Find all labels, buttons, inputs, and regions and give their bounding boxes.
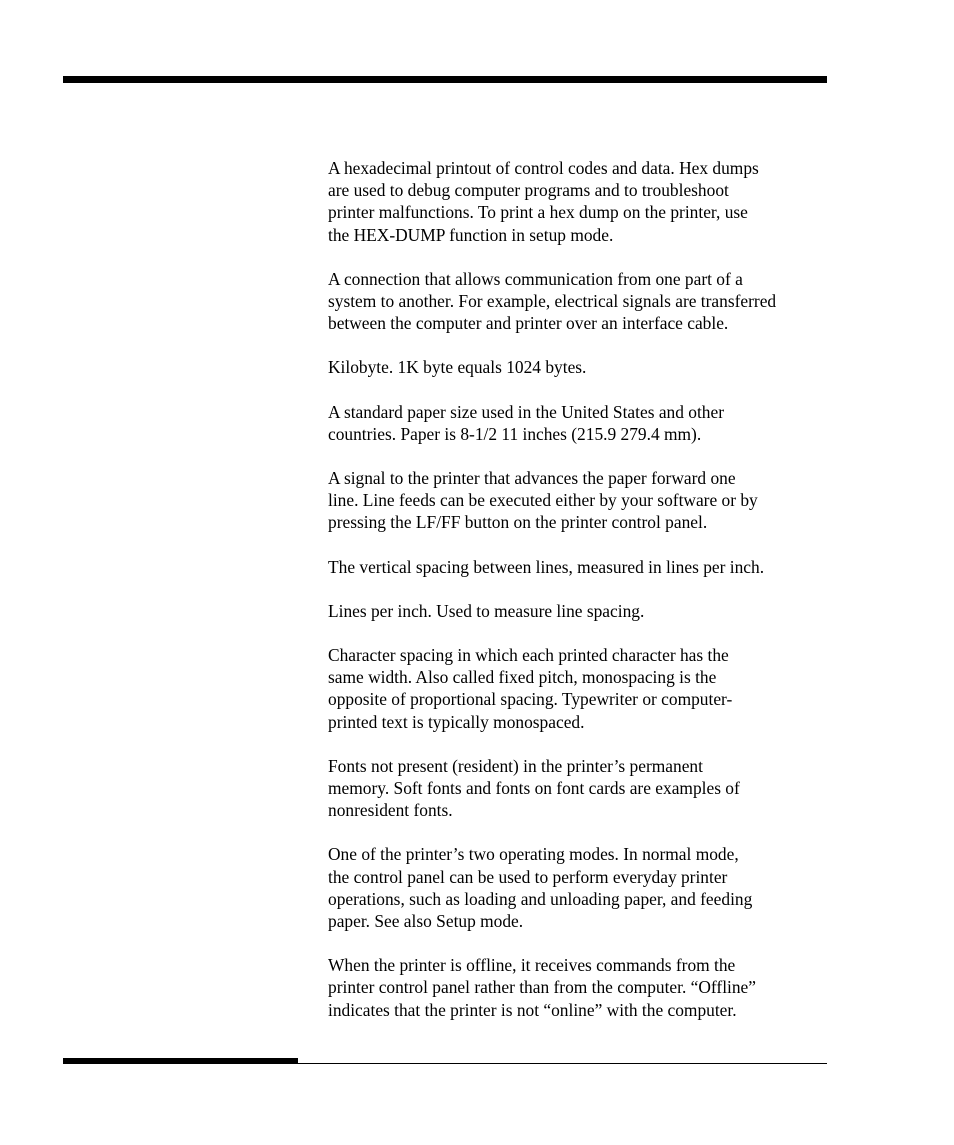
definition-interface: A connection that allows communication from one part of a system to another. For example, electrical signals are transferred between the computer and printer over an interface cable. bbox=[328, 268, 777, 334]
definition-line-spacing: The vertical spacing between lines, measured in lines per inch. bbox=[328, 556, 765, 577]
definition-normal-mode: One of the printer’s two operating modes. In normal mode, the control panel can be used to perform everyday printer operations, such as loading and unloading paper, and feeding paper. See also Setup mode. bbox=[328, 844, 753, 932]
glossary-definitions bbox=[328, 157, 833, 1043]
definition-letter-size: A standard paper size used in the United States and other countries. Paper is 8-1/2 11 inches (215.9 279.4 mm). bbox=[328, 401, 725, 444]
definition-hex-dump: A hexadecimal printout of control codes and data. Hex dumps are used to debug computer programs and to troubleshoot printer malfunctions. To print a hex dump on the printer, use the HEX-DUMP function in setup mode. bbox=[328, 158, 759, 245]
definition-nonresident-fonts: Fonts not present (resident) in the printer’s permanent memory. Soft fonts and fonts on font cards are examples of nonresident fonts. bbox=[328, 755, 740, 821]
definition-offline: When the printer is offline, it receives commands from the printer control panel rather than from the computer. “Offline” indicates that the printer is not “online” with the computer. bbox=[328, 955, 756, 1020]
definition-lpi: Lines per inch. Used to measure line spacing. bbox=[328, 600, 645, 621]
definition-monospacing: Character spacing in which each printed character has the same width. Also called fixed pitch, monospacing is the opposite of proportional spacing. Typewriter or computer- printed text is typically monospaced. bbox=[328, 645, 733, 732]
bottom-rule-thin bbox=[298, 1063, 827, 1064]
definition-line-feed: A signal to the printer that advances the paper forward one line. Line feeds can be executed either by your software or by pressing the LF/FF button on the printer control panel. bbox=[328, 468, 758, 533]
bottom-rule-thick bbox=[63, 1058, 298, 1064]
definition-kilobyte: Kilobyte. 1K byte equals 1024 bytes. bbox=[328, 357, 587, 378]
top-rule bbox=[63, 76, 827, 83]
